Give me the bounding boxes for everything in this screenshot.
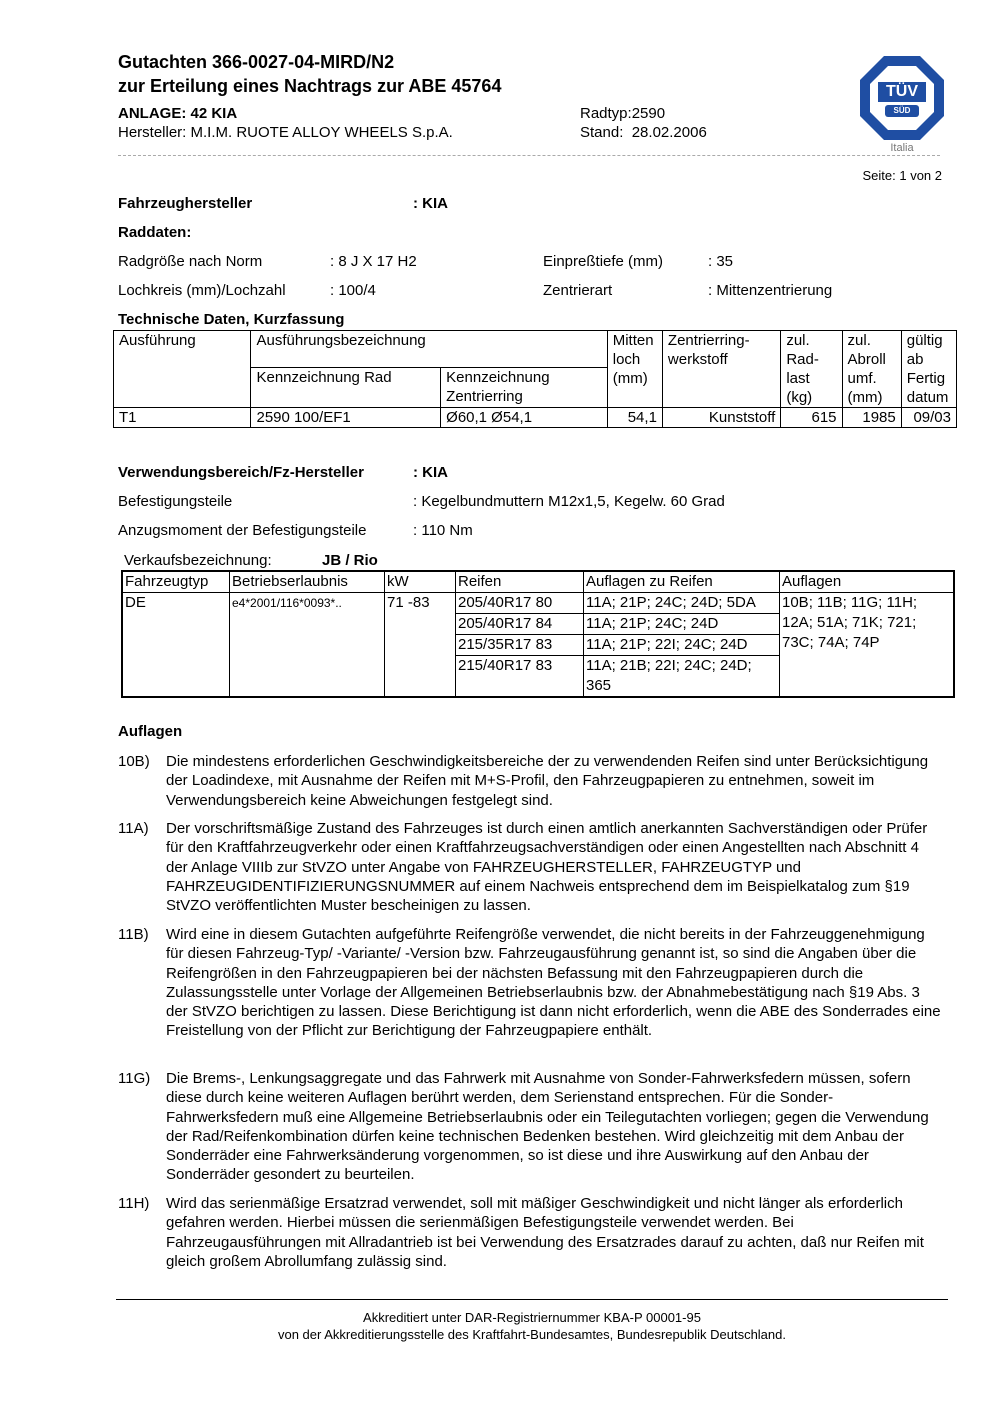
befestigung-label: Befestigungsteile bbox=[118, 493, 233, 510]
cell-auflagen-reifen: 11A; 21P; 22I; 24C; 24D bbox=[584, 635, 780, 656]
hersteller-label: Hersteller: M.I.M. RUOTE ALLOY WHEELS S.p.A. bbox=[118, 124, 453, 141]
manufacturer-label: Fahrzeughersteller bbox=[118, 195, 253, 212]
cell-auflagen-reifen: 11A; 21P; 24C; 24D; 5DA bbox=[584, 593, 780, 614]
document-title: Gutachten 366-0027-04-MIRD/N2 bbox=[118, 52, 395, 72]
th-kennz-rad: Kennzeichnung Rad bbox=[251, 368, 441, 408]
cell-abroll: 1985 bbox=[842, 408, 901, 428]
cell-reifen: 215/35R17 83 bbox=[456, 635, 584, 656]
cell-kennz-rad: 2590 100/EF1 bbox=[251, 408, 441, 428]
logo-caption: Italia bbox=[890, 142, 914, 154]
th-fahrzeugtyp: Fahrzeugtyp bbox=[122, 571, 230, 593]
auflage-code: 11B) bbox=[118, 926, 149, 943]
cell-reifen: 205/40R17 84 bbox=[456, 614, 584, 635]
cell-auflagen: 10B; 11B; 11G; 11H; 12A; 51A; 71K; 721; 73C; 74A; 74P bbox=[780, 593, 955, 698]
auflage-text: Der vorschriftsmäßige Zustand des Fahrzeuges ist durch einen amtlich anerkannten Sachverständigen oder Prüfer für den Kraftfahrzeugverkehr oder einen Kraftfahrzeugsachverständigen oder einen Angestellten nach Abschnitt 4 der Anlage VIIIb zur StVZO unter Angabe von FAHRZEUGHERSTELLER, FAHRZEUGTYP und FAHRZEUGIDENTIFIZIERUNGSNUMMER auf einem Nachweis entsprechend dem im Beispielkatalog zum §19 StVZO veröffentlichten Muster bescheinigen zu lassen. bbox=[166, 820, 928, 915]
verkauf-label: Verkaufsbezeichnung: bbox=[124, 552, 272, 569]
manufacturer-value: : KIA bbox=[413, 195, 448, 212]
footer-line2: von der Akkreditierungsstelle des Kraftfahrt-Bundesamtes, Bundesrepublik Deutschland. bbox=[277, 1327, 786, 1342]
auflage-code: 11G) bbox=[118, 1070, 151, 1087]
verkauf-value: JB / Rio bbox=[322, 552, 378, 569]
table-row bbox=[114, 408, 957, 428]
anlage-label: ANLAGE: 42 KIA bbox=[118, 105, 238, 122]
auflage-code: 11H) bbox=[118, 1195, 150, 1212]
th-mittenloch: Mitten loch (mm) bbox=[607, 331, 662, 408]
cell-ausfuehrung: T1 bbox=[114, 408, 251, 428]
stand-label: Stand: bbox=[580, 124, 624, 141]
th-ausfuehrung: Ausführung bbox=[114, 331, 251, 408]
th-bezeichnung: Ausführungsbezeichnung bbox=[251, 331, 607, 368]
auflage-code: 10B) bbox=[118, 753, 150, 770]
auflage-text: Wird das serienmäßige Ersatzrad verwendet, soll mit mäßiger Geschwindigkeit und nicht länger als erforderlich gefahren werden. Hierbei müssen die serienmäßigen Befestigungsteile verwendet werden. Bei Fahrzeugausführungen mit Allradantrieb ist bei Verwendung des Ersatzrades darauf zu achten, daß nur Reifen mit gleich großem Abrollumfang zulässig sind. bbox=[166, 1195, 924, 1270]
lochkreis-value: : 100/4 bbox=[330, 282, 376, 299]
cell-auflagen-reifen: 11A; 21P; 24C; 24D bbox=[584, 614, 780, 635]
radtyp-value: 2590 bbox=[631, 105, 666, 122]
document-subtitle: zur Erteilung eines Nachtrags zur ABE 45764 bbox=[118, 76, 502, 96]
cell-fahrzeugtyp: DE bbox=[122, 593, 230, 698]
tuv-logo bbox=[858, 54, 946, 158]
th-abroll: zul. Abroll umf. (mm) bbox=[842, 331, 901, 408]
cell-reifen: 205/40R17 80 bbox=[456, 593, 584, 614]
cell-gueltig: 09/03 bbox=[901, 408, 956, 428]
auflage-text: Die mindestens erforderlichen Geschwindigkeitsbereiche der zu verwendenden Reifen sind unter Berücksichtigung der Loadindexe, mit Ausnahme der Reifen mit M+S-Profil, den Fahrzeugpapieren zu entnehmen, soweit im Verwendungsbereich keine Abweichungen festgelegt sind. bbox=[166, 753, 929, 809]
auflage-text: Wird eine in diesem Gutachten aufgeführte Reifengröße verwendet, die nicht bereits in der Fahrzeuggenehmigung für diesen Fahrzeug-Typ/ -Variante/ -Version bzw. Fahrzeugausführung genannt ist, so sind die Angaben über die Reifengrößen in den Fahrzeugpapieren bei der nächsten Befassung mit den Fahrzeugpapieren durch die Zulassungsstelle unter Vorlage der Allgemeinen Betriebserlaubnis bzw. der Abnahmebestätigung nach §19 Abs. 3 der StVZO berichtigen zu lassen. Diese Berichtigung ist dann nicht erforderlich, wenn die ABE des Sonderrades eine Freistellung von der Pflicht zur Berichtigung der Fahrzeugpapiere enthält. bbox=[166, 926, 941, 1040]
cell-radlast: 615 bbox=[781, 408, 842, 428]
th-betriebserlaubnis: Betriebserlaubnis bbox=[230, 571, 385, 593]
stand-value: 28.02.2006 bbox=[631, 124, 707, 141]
cell-kennz-zentr: Ø60,1 Ø54,1 bbox=[441, 408, 608, 428]
logo-text-top: TÜV bbox=[886, 83, 918, 100]
einpress-value: : 35 bbox=[708, 253, 734, 270]
th-reifen: Reifen bbox=[456, 571, 584, 593]
cell-kw: 71 -83 bbox=[385, 593, 456, 698]
befestigung-value: : Kegelbundmuttern M12x1,5, Kegelw. 60 Grad bbox=[413, 493, 725, 510]
cell-auflagen-reifen: 11A; 21B; 22I; 24C; 24D; 365 bbox=[584, 656, 780, 698]
th-gueltig: gültig ab Fertig datum bbox=[901, 331, 956, 408]
zentrierart-label: Zentrierart bbox=[543, 282, 613, 299]
usage-value: : KIA bbox=[413, 464, 448, 481]
page-indicator: Seite: 1 von 2 bbox=[862, 168, 942, 183]
cell-werkstoff: Kunststoff bbox=[662, 408, 780, 428]
th-radlast: zul. Rad- last (kg) bbox=[781, 331, 842, 408]
header-divider bbox=[118, 155, 940, 156]
anzug-value: : 110 Nm bbox=[413, 522, 473, 539]
einpress-label: Einpreßtiefe (mm) bbox=[543, 253, 664, 270]
raddaten-label: Raddaten: bbox=[118, 224, 192, 241]
lochkreis-label: Lochkreis (mm)/Lochzahl bbox=[118, 282, 286, 299]
radtyp bbox=[580, 105, 665, 122]
th-kw: kW bbox=[385, 571, 456, 593]
tech-table bbox=[113, 330, 957, 428]
cell-betriebserlaubnis: e4*2001/116*0093*.. bbox=[230, 593, 385, 698]
th-kennz-zentr: Kennzeichnung Zentrierring bbox=[441, 368, 608, 408]
stand bbox=[580, 124, 707, 141]
zentrierart-value: : Mittenzentrierung bbox=[708, 282, 833, 299]
th-auflagen: Auflagen bbox=[780, 571, 955, 593]
radtyp-label: Radtyp: bbox=[580, 105, 632, 122]
table-row bbox=[122, 593, 954, 614]
footer-line1: Akkreditiert unter DAR-Registriernummer KBA-P 00001-95 bbox=[363, 1310, 701, 1325]
cell-mittenloch: 54,1 bbox=[607, 408, 662, 428]
footer-divider bbox=[116, 1299, 948, 1300]
tech-heading: Technische Daten, Kurzfassung bbox=[118, 311, 345, 328]
logo-text-sub: SÜD bbox=[893, 106, 911, 115]
auflage-code: 11A) bbox=[118, 820, 149, 837]
anzug-label: Anzugsmoment der Befestigungsteile bbox=[118, 522, 367, 539]
th-zentrierring: Zentrierring- werkstoff bbox=[662, 331, 780, 408]
radgroesse-label: Radgröße nach Norm bbox=[118, 253, 263, 270]
cell-reifen: 215/40R17 83 bbox=[456, 656, 584, 698]
vehicle-table bbox=[121, 570, 955, 698]
usage-label: Verwendungsbereich/Fz-Hersteller bbox=[118, 464, 364, 481]
auflagen-heading: Auflagen bbox=[118, 723, 183, 740]
auflage-text: Die Brems-, Lenkungsaggregate und das Fahrwerk mit Ausnahme von Sonder-Fahrwerksfedern müssen, sofern diese durch keine weiteren Auflagen berührt werden, dem Serienstand entsprechen. Für die Sonder-Fahrwerksfedern muß eine Allgemeine Betriebserlaubnis oder ein Teilegutachten vorliegen; gegen die Verwendung der Rad/Reifenkombination dürfen keine technischen Bedenken bestehen. Wird gleichzeitig mit dem Anbau der Sonderräder eine Fahrwerksänderung vorgenommen, so ist diese und ihre Auswirkung auf den Anbau der Sonderräder gesondert zu beurteilen. bbox=[166, 1070, 929, 1184]
th-auflagen-reifen: Auflagen zu Reifen bbox=[584, 571, 780, 593]
radgroesse-value: : 8 J X 17 H2 bbox=[330, 253, 417, 270]
